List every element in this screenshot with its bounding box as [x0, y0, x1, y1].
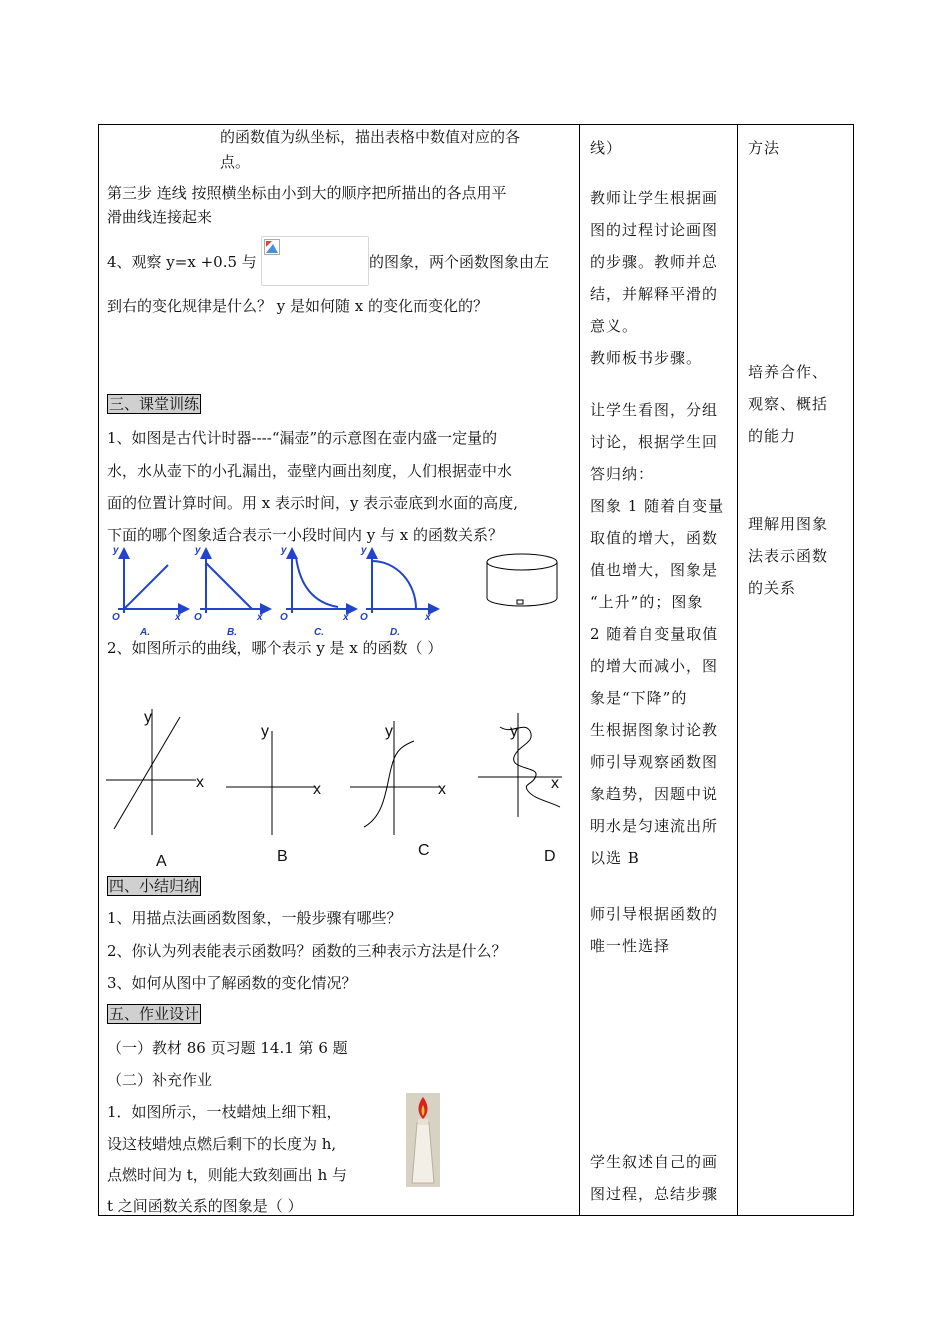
section-heading-practice: 三、课堂训练 [109, 395, 200, 413]
col2-line: 的增大而减小，图 [590, 657, 719, 675]
col2-line: 的步骤。教师并总 [590, 253, 719, 271]
col2-line: 教师让学生根据画 [590, 189, 719, 207]
mini-axis-y-a: y [113, 545, 119, 556]
col3-line: 培养合作、 [748, 363, 829, 381]
step2-text: 的函数值为纵坐标，描出表格中数值对应的各 [220, 128, 521, 146]
axis-x-d: x [551, 775, 559, 792]
mini-origin-b: O [194, 612, 202, 623]
problem1-line2: 水，水从壶下的小孔漏出，壶壁内画出刻度，人们根据壶中水 [107, 462, 513, 480]
candle-problem-line3: 点燃时间为 t，则能大致刻画出 h 与 [107, 1166, 347, 1184]
graph-c [350, 721, 440, 835]
col2-group-2 [590, 182, 732, 374]
mini-axis-x-d: x [425, 612, 431, 623]
col2-line: 师引导观察函数图 [590, 753, 719, 771]
col3-line: 的关系 [748, 579, 797, 597]
mini-axis-y-d: y [361, 545, 367, 556]
mini-label-a: A. [140, 627, 150, 638]
mini-origin-d: O [360, 612, 368, 623]
col3-line: 的能力 [748, 427, 797, 445]
col2-group-1 [590, 132, 732, 164]
col2-group-5 [590, 1146, 732, 1210]
mini-graphs [108, 543, 453, 643]
col2-line: 线） [590, 139, 623, 157]
mini-axis-x-c: x [343, 612, 349, 623]
col3-group-1 [748, 132, 843, 164]
axis-y-d: y [510, 723, 518, 740]
mini-label-c: C. [314, 627, 324, 638]
summary-q1: 1、用描点法画函数图象，一般步骤有哪些？ [107, 909, 402, 927]
col2-line: “上升”的；图象 [590, 593, 704, 611]
question4-part2: 的图象，两个函数图象由左 [369, 253, 550, 271]
mini-axis-y-b: y [195, 545, 201, 556]
col2-line: 让学生看图，分组 [590, 401, 719, 419]
broken-image-placeholder [261, 236, 369, 286]
mini-graph-c [286, 549, 356, 613]
graph-label-c: C [418, 842, 430, 859]
axis-x-c: x [438, 781, 446, 798]
col2-line: 图过程，总结步骤 [590, 1185, 719, 1203]
col2-line: 明水是匀速流出所 [590, 817, 719, 835]
col2-group-3 [590, 394, 732, 874]
candle-image [406, 1093, 440, 1187]
col2-line: 意义。 [590, 317, 639, 335]
step3-text-2: 滑曲线连接起来 [107, 208, 213, 226]
col2-line: 学生叙述自己的画 [590, 1153, 719, 1171]
axis-x-b: x [313, 781, 321, 798]
graph-label-b: B [277, 848, 288, 865]
mini-axis-x-a: x [175, 612, 181, 623]
col2-line: 取值的增大，函数 [590, 529, 719, 547]
mini-graph-a [118, 549, 188, 613]
function-graphs [104, 705, 574, 845]
column-divider-1 [579, 124, 580, 1215]
col3-line: 理解用图象 [748, 515, 829, 533]
axis-x-a: x [196, 774, 204, 791]
section-heading-homework: 五、作业设计 [109, 1005, 200, 1023]
col2-line: 2 随着自变量取值 [590, 625, 719, 643]
col2-line: 结，并解释平滑的 [590, 285, 719, 303]
col2-line: 讨论，根据学生回 [590, 433, 719, 451]
col3-group-2 [748, 356, 843, 452]
graph-label-a: A [156, 853, 167, 870]
col2-line: 值也增大，图象是 [590, 561, 719, 579]
col2-line: 象是“下降”的 [590, 689, 688, 707]
col2-line: 生根据图象讨论教 [590, 721, 719, 739]
graph-label-d: D [544, 848, 556, 865]
col2-group-4 [590, 898, 732, 962]
question4-part3: 到右的变化规律是什么？ y 是如何随 x 的变化而变化的？ [107, 297, 489, 315]
col3-line: 方法 [748, 139, 781, 157]
col2-line: 以选 B [590, 849, 640, 867]
problem1-line1: 1、如图是古代计时器----“漏壶”的示意图在壶内盛一定量的 [107, 429, 498, 447]
col2-line: 教师板书步骤。 [590, 349, 703, 367]
mini-graph-b [200, 549, 270, 613]
col3-line: 观察、概括 [748, 395, 829, 413]
axis-y-b: y [261, 723, 269, 740]
problem1-line3: 面的位置计算时间。用 x 表示时间，y 表示壶底到水面的高度, [107, 494, 519, 512]
col2-line: 答归纳： [590, 465, 655, 483]
broken-image-icon [264, 239, 280, 255]
col2-line: 图的过程讨论画图 [590, 221, 719, 239]
question4-part1: 4、观察 y=x +0.5 与 [107, 253, 257, 271]
axis-y-a: y [144, 709, 152, 726]
col2-line: 图象 1 随着自变量 [590, 497, 725, 515]
col2-line: 唯一性选择 [590, 937, 671, 955]
mini-graph-d [366, 549, 438, 613]
mini-origin-a: O [112, 612, 120, 623]
graph-b [226, 731, 316, 835]
candle-problem-line4: t 之间函数关系的图象是（ ） [107, 1197, 303, 1215]
col2-line: 师引导根据函数的 [590, 905, 719, 923]
mini-label-d: D. [390, 627, 400, 638]
graph-a [106, 709, 196, 835]
homework-2: （二）补充作业 [107, 1071, 213, 1089]
summary-q3: 3、如何从图中了解函数的变化情况？ [107, 974, 357, 992]
graph-d [478, 713, 562, 817]
problem1-line4: 下面的哪个图象适合表示一小段时间内 y 与 x 的函数关系？ [107, 526, 504, 544]
column-divider-2 [737, 124, 738, 1215]
col3-line: 法表示函数 [748, 547, 829, 565]
water-clock-cylinder [484, 552, 564, 614]
candle-problem-line1: 1．如图所示，一枝蜡烛上细下粗， [107, 1103, 342, 1121]
summary-q2: 2、你认为列表能表示函数吗？函数的三种表示方法是什么？ [107, 942, 507, 960]
mini-axis-y-c: y [281, 545, 287, 556]
col3-group-3 [748, 508, 843, 604]
axis-y-c: y [385, 723, 393, 740]
col2-line: 象趋势，因题中说 [590, 785, 719, 803]
step3-text: 第三步 连线 按照横坐标由小到大的顺序把所描出的各点用平 [107, 184, 507, 202]
step2-text-end: 点。 [220, 153, 251, 171]
mini-origin-c: O [280, 612, 288, 623]
problem2-text: 2、如图所示的曲线，哪个表示 y 是 x 的函数（ ） [107, 639, 443, 657]
mini-axis-x-b: x [257, 612, 263, 623]
candle-problem-line2: 设这枝蜡烛点燃后剩下的长度为 h, [107, 1135, 337, 1153]
section-heading-summary: 四、小结归纳 [109, 877, 200, 895]
mini-label-b: B. [227, 627, 237, 638]
homework-1: （一）教材 86 页习题 14.1 第 6 题 [107, 1039, 348, 1057]
